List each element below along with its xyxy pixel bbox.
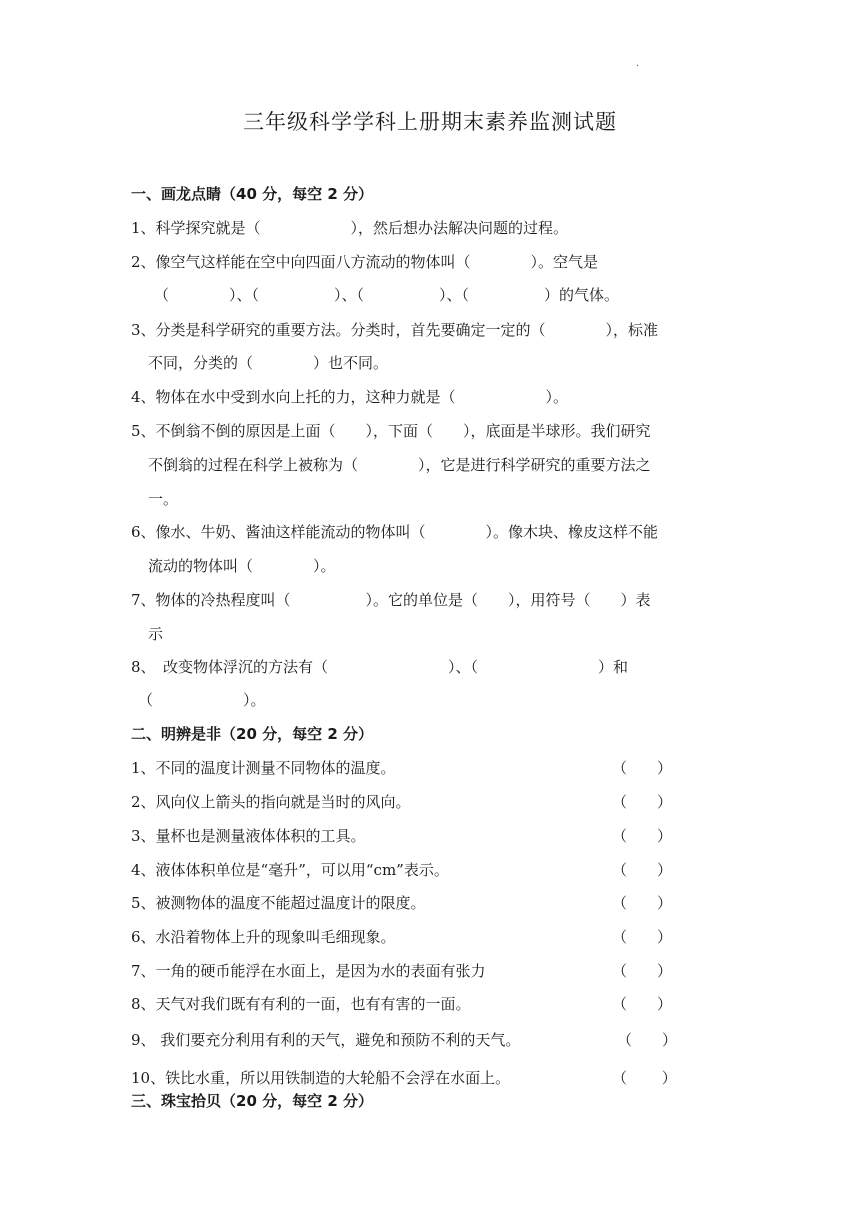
judgement-item: 10、铁比水重，所以用铁制造的大轮船不会浮在水面上。: [131, 1069, 511, 1087]
question-line: 不倒翁的过程在科学上被称为（ ），它是进行科学研究的重要方法之: [148, 456, 651, 474]
question-line: 一。: [148, 490, 179, 508]
judgement-item: 3、量杯也是测量液体体积的工具。: [131, 827, 366, 845]
question-line: 流动的物体叫（ ）。: [148, 557, 336, 575]
answer-bracket[interactable]: （ ）: [617, 1031, 678, 1049]
answer-bracket[interactable]: （ ）: [612, 827, 673, 845]
judgement-item: 2、风向仪上箭头的指向就是当时的风向。: [131, 793, 411, 811]
section-3-heading: 三、珠宝拾贝（20 分，每空 2 分）: [131, 1092, 373, 1110]
judgement-item: 8、天气对我们既有有利的一面，也有有害的一面。: [131, 995, 471, 1013]
judgement-item: 5、被测物体的温度不能超过温度计的限度。: [131, 894, 426, 912]
judgement-item: 4、液体体积单位是“毫升”，可以用“cm”表示。: [131, 861, 449, 879]
answer-bracket[interactable]: （ ）: [612, 1069, 677, 1087]
question-line: （ ）、（ ）、（ ）、（ ）的气体。: [154, 286, 620, 304]
answer-bracket[interactable]: （ ）: [612, 995, 673, 1013]
page-dot: .: [636, 58, 640, 69]
question-line: 4、物体在水中受到水向上托的力，这种力就是（ ）。: [131, 388, 569, 406]
question-line: （ ）。: [138, 691, 266, 709]
question-line: 示: [148, 625, 164, 643]
question-line: 1、科学探究就是（ ），然后想办法解决问题的过程。: [131, 219, 569, 237]
question-line: 2、像空气这样能在空中向四面八方流动的物体叫（ ）。空气是: [131, 253, 599, 271]
question-line: 8、 改变物体浮沉的方法有（ ）、（ ）和: [131, 658, 629, 676]
question-line: 3、分类是科学研究的重要方法。分类时，首先要确定一定的（ ），标准: [131, 321, 659, 339]
answer-bracket[interactable]: （ ）: [612, 793, 673, 811]
judgement-item: 6、水沿着物体上升的现象叫毛细现象。: [131, 928, 396, 946]
answer-bracket[interactable]: （ ）: [612, 928, 673, 946]
answer-bracket[interactable]: （ ）: [612, 861, 673, 879]
judgement-item: 7、一角的硬币能浮在水面上，是因为水的表面有张力: [131, 962, 486, 980]
question-line: 5、不倒翁不倒的原因是上面（ ），下面（ ），底面是半球形。我们研究: [131, 422, 651, 440]
answer-bracket[interactable]: （ ）: [612, 962, 673, 980]
judgement-item: 9、 我们要充分利用有利的天气，避免和预防不利的天气。: [131, 1031, 521, 1049]
section-2-heading: 二、明辨是非（20 分，每空 2 分）: [131, 725, 373, 743]
question-line: 7、物体的冷热程度叫（ ）。它的单位是（ ），用符号（ ）表: [131, 591, 651, 609]
judgement-item: 1、不同的温度计测量不同物体的温度。: [131, 759, 396, 777]
question-line: 不同，分类的（ ）也不同。: [148, 354, 389, 372]
answer-bracket[interactable]: （ ）: [612, 759, 673, 777]
answer-bracket[interactable]: （ ）: [612, 894, 673, 912]
page-title: 三年级科学学科上册期末素养监测试题: [243, 110, 617, 134]
section-1-heading: 一、画龙点睛（40 分，每空 2 分）: [131, 185, 373, 203]
question-line: 6、像水、牛奶、酱油这样能流动的物体叫（ ）。像木块、橡皮这样不能: [131, 523, 659, 541]
